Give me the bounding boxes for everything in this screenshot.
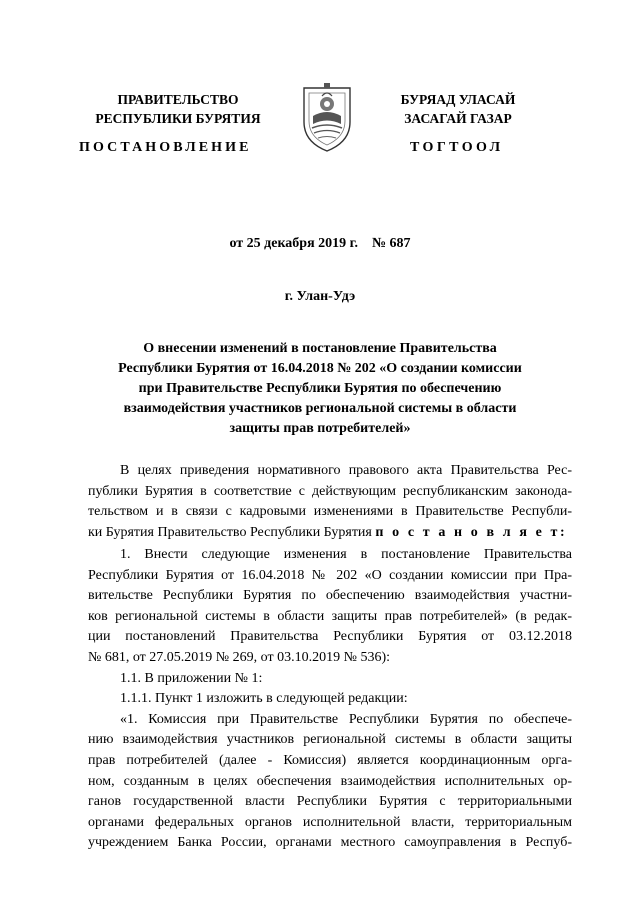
document-city: г. Улан-Удэ — [284, 289, 356, 304]
text-line: нию взаимодействия участников региональной системы в области защиты — [88, 732, 572, 748]
title-line: взаимодействия участников региональной системы в области — [123, 401, 517, 416]
text-line: прав потребителей (далее - Комиссия) является координационным орга- — [88, 752, 572, 768]
text-line: органами федеральных органов исполнительной власти, территориальным — [88, 814, 572, 830]
text-line: ганов государственной власти Республики Бурятия с территориальными — [88, 794, 572, 810]
header-left-line1: ПРАВИТЕЛЬСТВО — [117, 92, 239, 107]
header-right-line2: ЗАСАГАЙ ГАЗАР — [404, 111, 512, 126]
text-line: ции постановлений Правительства Республики Бурятия от 03.12.2018 — [88, 629, 572, 645]
text-line-with-emphasis — [88, 523, 572, 544]
document-date-line — [0, 236, 640, 252]
document-date: от 25 декабря 2019 г. — [229, 236, 358, 251]
resolves-emphasis: п о с т а н о в л я е т: — [375, 524, 568, 540]
text-line: тельством и в связи с кадровыми изменениями в Правительстве Республи- — [88, 504, 572, 520]
text-line: 1. Внести следующие изменения в постановление Правительства — [120, 547, 572, 562]
title-line: О внесении изменений в постановление Правительства — [143, 341, 497, 356]
doc-type-left: ПОСТАНОВЛЕНИЕ — [79, 140, 252, 155]
header-left — [92, 90, 264, 128]
preamble-paragraph — [88, 461, 572, 543]
document-title — [90, 339, 550, 439]
text-line: № 681, от 27.05.2019 № 269, от 03.10.2019 № 536): — [88, 649, 390, 665]
text-line: «1. Комиссия при Правительстве Республики Бурятия по обеспече- — [120, 711, 572, 727]
text-line: вительстве Республики Бурятия по обеспечению взаимодействия участни- — [88, 588, 572, 604]
text-line: публики Бурятия в соответствие с действующим республиканским законода- — [88, 483, 572, 499]
header-right-line1: БУРЯАД УЛАСАЙ — [400, 92, 516, 107]
title-line: при Правительстве Республики Бурятия по обеспечению — [138, 381, 502, 396]
title-line: Республики Бурятия от 16.04.2018 № 202 «О создании комиссии — [118, 361, 522, 376]
text-line: учреждением Банка России, органами местного самоуправления в Респуб- — [88, 835, 572, 851]
text-line: Республики Бурятия от 16.04.2018 № 202 «О создании комиссии при Пра- — [88, 567, 572, 583]
document-number: № 687 — [371, 236, 411, 251]
text-line: 1.1. В приложении № 1: — [120, 670, 263, 686]
text-line: 1.1.1. Пункт 1 изложить в следующей редакции: — [120, 691, 408, 707]
header-right — [388, 90, 528, 128]
doc-type-right: ТОГТООЛ — [410, 140, 504, 155]
header-left-line2: РЕСПУБЛИКИ БУРЯТИЯ — [95, 111, 261, 126]
buryatia-coat-of-arms-icon — [299, 80, 355, 154]
title-line: защиты прав потребителей» — [229, 421, 411, 436]
body-text — [88, 545, 572, 854]
text-line: ном, созданным в целях обеспечения взаимодействия исполнительных ор- — [88, 773, 572, 789]
text-line: В целях приведения нормативного правового акта Правительства Рес- — [120, 463, 572, 478]
text-line: ков региональной системы в области защиты прав потребителей» (в редак- — [88, 608, 572, 624]
text-line: ки Бурятия Правительство Республики Бурятия — [88, 524, 372, 540]
